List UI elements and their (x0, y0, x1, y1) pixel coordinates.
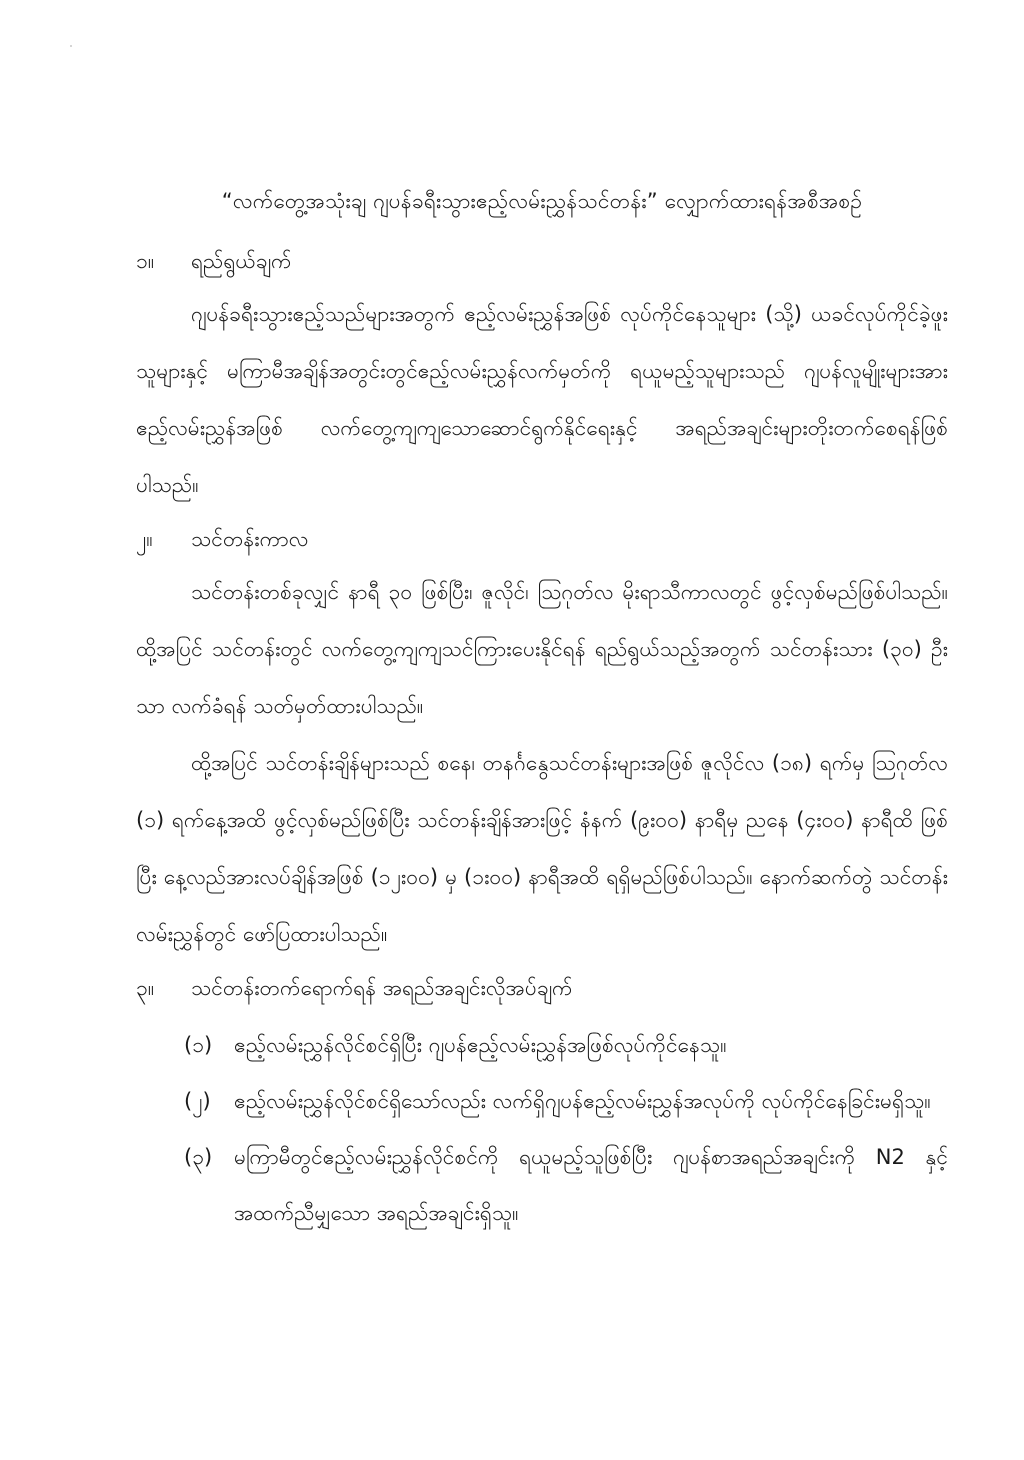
list-item-text: မကြာမီတွင်ဧည့်လမ်းညွှန်လိုင်စင်ကို ရယူမည့်သူဖြစ်ပြီး ဂျပန်စာအရည်အချင်းကို N2 နှင့်အထက်ညီမျှသော အရည်အချင်းရှိသူ။ (234, 1145, 948, 1225)
list-item-text: ဧည့်လမ်းညွှန်လိုင်စင်ရှိပြီး ဂျပန်ဧည့်လမ်းညွှန်အဖြစ်လုပ်ကိုင်နေသူ။ (234, 1033, 727, 1057)
list-item-text: ဧည့်လမ်းညွှန်လိုင်စင်ရှိသော်လည်း လက်ရှိဂျပန်ဧည့်လမ်းညွှန်အလုပ်ကို လုပ်ကိုင်နေခြင်းမရှိသူ။ (234, 1089, 931, 1113)
section-paragraph: သင်တန်းတစ်ခုလျှင် နာရီ ၃၀ ဖြစ်ပြီး၊ ဇူလိုင်၊ ဩဂုတ်လ မိုးရာသီကာလတွင် ဖွင့်လှစ်မည်ဖြစ်ပါသည်။ ထို့အပြင် သင်တန်းတွင် လက်တွေ့ကျကျသင်ကြားပေးနိုင်ရန် ရည်ရွယ်သည့်အတွက် သင်တန်းသား (၃၀) ဦးသာ လက်ခံရန် သတ်မှတ်ထားပါသည်။ (136, 580, 948, 718)
list-item (184, 1017, 948, 1073)
document-body (136, 176, 948, 1241)
section-paragraph: ဂျပန်ခရီးသွားဧည့်သည်များအတွက် ဧည့်လမ်းညွှန်အဖြစ် လုပ်ကိုင်နေသူများ (သို့) ယခင်လုပ်ကိုင်ခဲ့ဖူးသူများနှင့် မကြာမီအချိန်အတွင်းတွင်ဧည့်လမ်းညွှန်လက်မှတ်ကို ရယူမည့်သူများသည် ဂျပန်လူမျိုးများအား ဧည့်လမ်းညွှန်အဖြစ် လက်တွေ့ကျကျသောဆောင်ရွက်နိုင်ရေးနှင့် အရည်အချင်းများတိုးတက်စေရန်ဖြစ်ပါသည်။ (136, 302, 948, 497)
section-number: ၃။ (136, 976, 155, 1000)
list-item-number: (၂) (184, 1089, 211, 1113)
section-course-period (136, 514, 948, 963)
section-number: ၂။ (136, 527, 153, 551)
section-requirements (136, 963, 948, 1241)
section-heading (136, 514, 948, 564)
section-title: သင်တန်းကာလ (191, 527, 309, 551)
section-number: ၁။ (136, 249, 155, 273)
document-title: “လက်တွေ့အသုံးချ ဂျပန်ခရီးသွားဧည့်လမ်းညွှန်သင်တန်း” လျှောက်ထားရန်အစီအစဉ် (221, 189, 863, 213)
list-item (184, 1129, 948, 1241)
list-item-number: (၁) (184, 1033, 213, 1057)
scan-speck (70, 45, 72, 47)
list-item-number: (၃) (184, 1145, 213, 1169)
section-paragraph: ထို့အပြင် သင်တန်းချိန်များသည် စနေ၊ တနင်္ဂနွေသင်တန်းများအဖြစ် ဇူလိုင်လ (၁၈) ရက်မှ ဩဂုတ်လ (၁) ရက်နေ့အထိ ဖွင့်လှစ်မည်ဖြစ်ပြီး သင်တန်းချိန်အားဖြင့် နံနက် (၉း၀၀) နာရီမှ ညနေ (၄း၀၀) နာရီထိ ဖြစ်ပြီး နေ့လည်အားလပ်ချိန်အဖြစ် (၁၂း၀၀) မှ (၁း၀၀) နာရီအထိ ရရှိမည်ဖြစ်ပါသည်။ နောက်ဆက်တွဲ သင်တန်းလမ်းညွှန်တွင် ဖော်ပြထားပါသည်။ (136, 751, 948, 946)
section-title: ရည်ရွယ်ချက် (191, 249, 292, 273)
list-item (184, 1073, 948, 1129)
section-heading (136, 236, 948, 286)
section-purpose (136, 236, 948, 514)
requirements-list (136, 1017, 948, 1241)
section-title: သင်တန်းတက်ရောက်ရန် အရည်အချင်းလိုအပ်ချက် (191, 976, 573, 1000)
section-heading (136, 963, 948, 1013)
